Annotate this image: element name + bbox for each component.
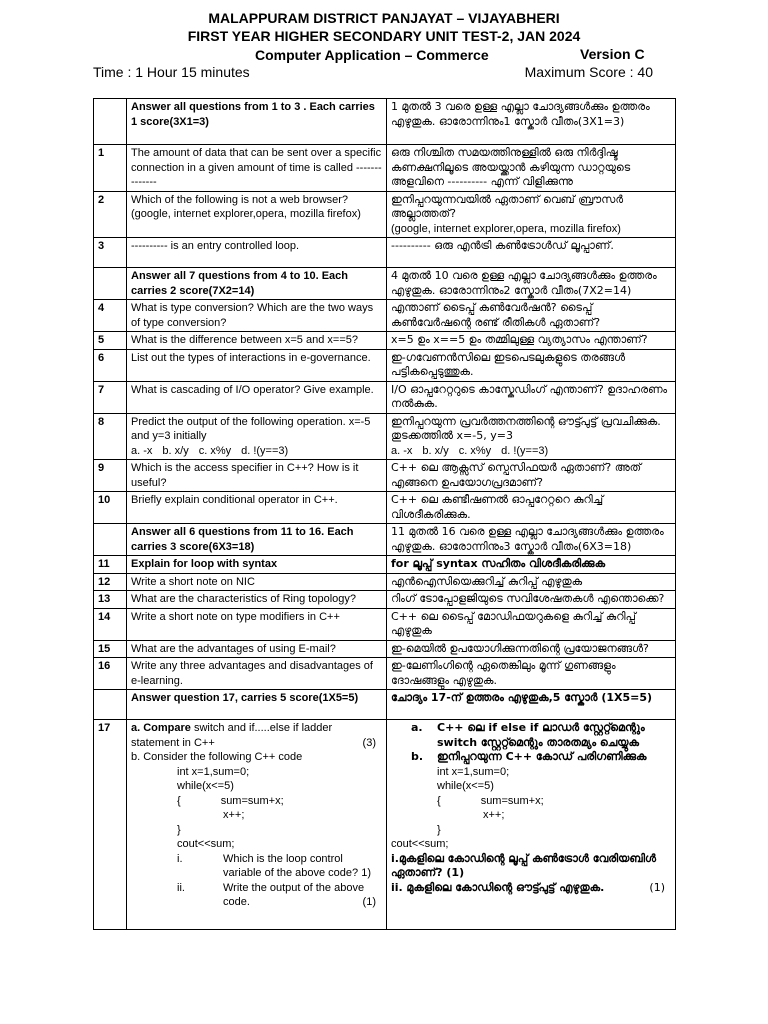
- code-line: int x=1,sum=0;: [177, 765, 250, 778]
- option-d: d. !(y==3): [241, 444, 289, 457]
- question-row: [94, 492, 676, 524]
- time-score-row: [93, 64, 653, 80]
- section-instruction: Answer question 17, carries 5 score(1X5=5): [127, 690, 387, 720]
- option-a: a. -x: [131, 444, 153, 457]
- part-a: [131, 721, 382, 750]
- question-row: [94, 332, 676, 350]
- part-b: b. Consider the following C++ code: [131, 751, 303, 763]
- question-text-ml: [387, 413, 676, 460]
- question-row: [94, 460, 676, 492]
- sub-question-ii-ml: ii. മുകളിലെ കോഡിന്റെ ഔട്ട്പുട്ട് എഴുതുക. (1): [391, 880, 665, 894]
- time-label: Time : 1 Hour 15 minutes: [93, 64, 250, 80]
- question-row: [94, 413, 676, 460]
- option-d: d. !(y==3): [501, 444, 549, 457]
- question-number: 16: [94, 658, 127, 690]
- section-instruction-ml: ചോദ്യം 17-ന് ഉത്തരം എഴുതുക,5 സ്കോർ (1X5=5): [387, 690, 676, 720]
- question-text: What are the characteristics of Ring topology?: [127, 591, 387, 609]
- question-text-ml: C++ ലെ ടൈപ്പ് മോഡിഫയറുകളെ കുറിച്ച് കുറിപ്പ് എഴുതുക: [387, 608, 676, 640]
- question-text: What are the advantages of using E-mail?: [127, 640, 387, 658]
- question-row: [94, 300, 676, 332]
- question-text-ml: ---------- ഒരു എൻട്രി കൺട്രോൾഡ് ലൂപ്പാണ്.: [387, 238, 676, 268]
- code-line: { sum=sum+x;: [437, 794, 544, 807]
- question-row: [94, 573, 676, 591]
- exam-title: FIRST YEAR HIGHER SECONDARY UNIT TEST-2, JAN 2024: [187, 28, 581, 44]
- question-text: What is type conversion? Which are the two ways of type conversion?: [127, 300, 387, 332]
- option-a: a. -x: [391, 444, 413, 457]
- section-instruction: Answer all questions from 1 to 3 . Each carries 1 score(3X1=3): [127, 99, 387, 145]
- exam-authority-title: MALAPPURAM DISTRICT PANJAYAT – VIJAYABHERI: [208, 10, 560, 26]
- question-text: List out the types of interactions in e-governance.: [127, 349, 387, 381]
- code-line: cout<<sum;: [177, 838, 235, 850]
- code-line: }: [437, 823, 441, 836]
- question-number: 4: [94, 300, 127, 332]
- question-text: Write a short note on type modifiers in C++: [127, 608, 387, 640]
- question-row-17: [94, 720, 676, 930]
- question-text: Briefly explain conditional operator in C++.: [127, 492, 387, 524]
- section-instruction-ml: 1 മുതൽ 3 വരെ ഉള്ള എല്ലാ ചോദ്യങ്ങൾക്കും ഉത്തരം എഴുതുക. ഓരോന്നിനും1 സ്കോർ വീതം(3X1=3): [387, 99, 676, 145]
- question-table: [93, 98, 676, 930]
- question-row: [94, 145, 676, 192]
- question-text: Which is the access specifier in C++? How is it useful?: [127, 460, 387, 492]
- question-row: [94, 608, 676, 640]
- question-number: 11: [94, 556, 127, 574]
- question-row: [94, 349, 676, 381]
- sub-question-i: i. Which is the loop control variable of the above code? 1): [177, 852, 371, 879]
- option-b: b. x/y: [422, 444, 449, 457]
- version-label: Version C: [580, 46, 645, 62]
- question-text: Write any three advantages and disadvantages of e-learning.: [127, 658, 387, 690]
- option-c: c. x%y: [458, 444, 492, 457]
- answer-options: [131, 444, 382, 459]
- code-line: x++;: [223, 809, 245, 821]
- question-text-ml: [387, 720, 676, 930]
- code-line: }: [177, 823, 181, 836]
- code-line: { sum=sum+x;: [177, 794, 284, 807]
- question-number: 7: [94, 381, 127, 413]
- option-c: c. x%y: [198, 444, 232, 457]
- section-instruction-ml: 11 മുതൽ 16 വരെ ഉള്ള എല്ലാ ചോദ്യങ്ങൾക്കും ഉത്തരം എഴുതുക. ഓരോന്നിനും3 സ്കോർ വീതം(6X3=18): [387, 524, 676, 556]
- part-b-ml: b. ഇനിപ്പറയുന്ന C++ കോഡ് പരിഗണിക്കുക: [411, 750, 647, 763]
- part-a-mark: (3): [362, 736, 376, 749]
- question-text: The amount of data that can be sent over a specific connection in a given amount of time is called --------------: [127, 145, 387, 192]
- question-text-ml: I/O ഓപ്പറേറ്ററുടെ കാസ്കേഡിംഗ് എന്താണ്? ഉദാഹരണം നൽകുക.: [387, 381, 676, 413]
- question-row: [94, 191, 676, 238]
- question-row: [94, 591, 676, 609]
- question-row: [94, 658, 676, 690]
- question-row: [94, 640, 676, 658]
- code-line: int x=1,sum=0;: [437, 765, 510, 778]
- question-text-ml: for ലൂപ്പ് syntax സഹിതം വിശദീകരിക്കുക: [387, 556, 676, 574]
- question-number: 8: [94, 413, 127, 460]
- question-text-ml: [387, 191, 676, 238]
- question-row: [94, 238, 676, 268]
- question-row: [94, 556, 676, 574]
- section-instruction: Answer all 7 questions from 4 to 10. Each carries 2 score(7X2=14): [127, 268, 387, 300]
- subject-title: Computer Application – Commerce: [255, 47, 489, 63]
- part-a-label: a. Compare: [131, 722, 191, 734]
- section-header-2: [94, 268, 676, 300]
- code-block-ml: [391, 765, 671, 852]
- question-text-ml-line: ഇനിപ്പറയുന്ന പ്രവർത്തനത്തിന്റെ ഔട്ട്പുട്ട് പ്രവചിക്കുക. തുടക്കത്തിൽ x=-5, y=3: [391, 414, 661, 442]
- max-score-label: Maximum Score : 40: [524, 64, 653, 80]
- question-text: ---------- is an entry controlled loop.: [127, 238, 387, 268]
- section-header-1: [94, 99, 676, 145]
- question-text-ml: ഇ-മെയിൽ ഉപയോഗിക്കുന്നതിന്റെ പ്രയോജനങ്ങൾ?: [387, 640, 676, 658]
- question-text-ml: x=5 ഉം x==5 ഉം തമ്മിലുള്ള വ്യത്യാസം എന്താണ്?: [387, 332, 676, 350]
- question-text-ml: ഒരു നിശ്ചിത സമയത്തിനുള്ളിൽ ഒരു നിർദ്ദിഷ്ട കണക്ഷനിലൂടെ അയയ്ക്കാൻ കഴിയുന്ന ഡാറ്റയുടെ അളവിനെ ---------- എന്ന് വിളിക്കുന്നു: [387, 145, 676, 192]
- sub-question-ii: ii. Write the output of the above code. (1): [177, 881, 376, 908]
- section-instruction-ml: 4 മുതൽ 10 വരെ ഉള്ള എല്ലാ ചോദ്യങ്ങൾക്കും ഉത്തരം എഴുതുക. ഓരോന്നിനും2 സ്കോർ വീതം(7X2=14): [387, 268, 676, 300]
- question-number: 15: [94, 640, 127, 658]
- part-a-text: switch and if.....else if ladder statement in C++: [131, 722, 333, 749]
- question-number: 12: [94, 573, 127, 591]
- part-a-ml: a. C++ ലെ if else if ലാഡർ സ്റ്റേറ്റ്മെന്റും switch സ്റ്റേറ്റ്മെന്റും താരതമ്യം ചെയ്യുക: [411, 721, 645, 749]
- question-text-ml: എന്താണ് ടൈപ്പ് കൺവേർഷൻ? ടൈപ്പ് കൺവേർഷന്റെ രണ്ട് രീതികൾ ഏതാണ്?: [387, 300, 676, 332]
- answer-options-ml: [391, 444, 671, 459]
- question-text: [127, 413, 387, 460]
- question-text-line: Predict the output of the following operation. x=-5 and y=3 initially: [131, 415, 371, 442]
- question-number: 3: [94, 238, 127, 268]
- question-number: 2: [94, 191, 127, 238]
- question-text-ml: ഇ-ഗവേണൻസിലെ ഇടപെടലുകളുടെ തരങ്ങൾ പട്ടികപ്പെടുത്തുക.: [387, 349, 676, 381]
- question-text: [127, 720, 387, 930]
- question-number: 17: [94, 720, 127, 930]
- question-text-ml: ഇ-ലേണിംഗിന്റെ ഏതെങ്കിലും മൂന്ന് ഗുണങ്ങളും ദോഷങ്ങളും എഴുതുക.: [387, 658, 676, 690]
- question-text: What is cascading of I/O operator? Give example.: [127, 381, 387, 413]
- question-text: Which of the following is not a web browser? (google, internet explorer,opera, mozilla firefox): [127, 191, 387, 238]
- question-number: 5: [94, 332, 127, 350]
- sub-question-i-ml: i.മുകളിലെ കോഡിന്റെ ലൂപ്പ് കൺട്രോൾ വേരിയബിൾ ഏതാണ്? (1): [391, 851, 657, 879]
- section-instruction: Answer all 6 questions from 11 to 16. Each carries 3 score(6X3=18): [127, 524, 387, 556]
- question-number: 9: [94, 460, 127, 492]
- question-number: 1: [94, 145, 127, 192]
- question-text-ml: എൻഐസിയെക്കുറിച്ച് കുറിപ്പ് എഴുതുക: [387, 573, 676, 591]
- question-text-ml: റിംഗ് ടോപ്പോളജിയുടെ സവിശേഷതകൾ എന്തൊക്കെ?: [387, 591, 676, 609]
- section-header-3: [94, 524, 676, 556]
- code-line: cout<<sum;: [391, 838, 449, 850]
- question-text: Write a short note on NIC: [127, 573, 387, 591]
- question-row: [94, 381, 676, 413]
- question-text-ml: C++ ലെ ആക്സസ് സ്പെസിഫയർ ഏതാണ്? അത് എങ്ങനെ ഉപയോഗപ്രദമാണ്?: [387, 460, 676, 492]
- code-line: while(x<=5): [437, 780, 494, 792]
- question-options-ml: (google, internet explorer,opera, mozilla firefox): [391, 222, 621, 235]
- question-text-ml: C++ ലെ കണ്ടീഷണൽ ഓപ്പറേറ്ററെ കുറിച്ച് വിശദീകരിക്കുക.: [387, 492, 676, 524]
- section-header-4: [94, 690, 676, 720]
- question-number: 13: [94, 591, 127, 609]
- question-text: What is the difference between x=5 and x==5?: [127, 332, 387, 350]
- question-number: 6: [94, 349, 127, 381]
- code-line: while(x<=5): [177, 780, 234, 792]
- question-text-ml-line: ഇനിപ്പറയുന്നവയിൽ ഏതാണ് വെബ് ബ്രൗസർ അല്ലാത്തത്?: [391, 192, 624, 220]
- code-line: x++;: [483, 809, 505, 821]
- option-b: b. x/y: [162, 444, 189, 457]
- question-text: Explain for loop with syntax: [127, 556, 387, 574]
- question-number: 14: [94, 608, 127, 640]
- question-number: 10: [94, 492, 127, 524]
